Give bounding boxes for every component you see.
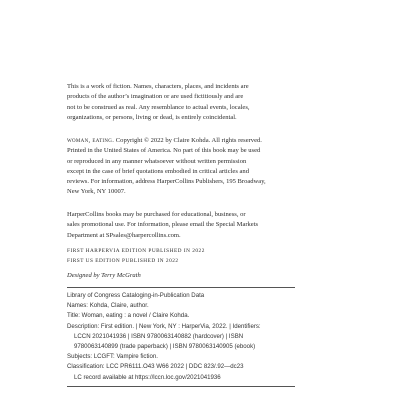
edition-info: [67, 246, 357, 266]
designer-credit: Designed by Terry McGrath: [67, 272, 141, 279]
cip-line: Title: Woman, eating : a novel / Claire Kohda.: [67, 312, 190, 320]
fiction-disclaimer: [67, 82, 357, 123]
special-markets-notice: [67, 210, 357, 241]
special-markets-line: HarperCollins books may be purchased for educational, business, or: [67, 211, 246, 218]
cip-line: Names: Kohda, Claire, author.: [67, 302, 149, 310]
cip-data: [67, 291, 357, 383]
special-markets-line: Department at SPsales@harpercollins.com.: [67, 231, 181, 239]
divider-top: [67, 287, 295, 288]
cip-line: Library of Congress Cataloging-in-Publication Data: [67, 292, 205, 299]
cip-line: Description: First edition. | New York, NY : HarperVia, 2022. | Identifiers:: [67, 322, 261, 330]
cip-line: 9780063140899 (trade paperback) | ISBN 9780063140905 (ebook): [74, 343, 256, 351]
special-markets-line: sales promotional use. For information, please email the Special Markets: [67, 221, 259, 229]
divider-bottom: [67, 386, 295, 387]
disclaimer-line: products of the author’s imagination or are used fictitiously and are: [67, 93, 244, 101]
book-title: woman, eating.: [67, 137, 115, 144]
copyright-notice: [67, 136, 357, 198]
cip-line: LCCN 2021041936 | ISBN 9780063140882 (hardcover) | ISBN: [74, 332, 244, 340]
disclaimer-line: not to be construed as real. Any resemblance to actual events, locales,: [67, 103, 250, 111]
disclaimer-line: This is a work of fiction. Names, characters, places, and incidents are: [67, 83, 249, 90]
copyright-line: or reproduced in any manner whatsoever without written permission: [67, 157, 247, 165]
us-edition-line: FIRST US EDITION PUBLISHED IN 2022: [67, 258, 179, 264]
disclaimer-line: organizations, or persons, living or dead, is entirely coincidental.: [67, 113, 237, 121]
copyright-line: New York, NY 10007.: [67, 188, 126, 196]
first-edition-line: FIRST HARPERVIA EDITION PUBLISHED IN 2022: [67, 248, 205, 254]
copyright-line: [67, 136, 357, 146]
cip-line: LC record available at https://lccn.loc.gov/2021041936: [74, 373, 221, 381]
copyright-line: except in the case of brief quotations embodied in critical articles and: [67, 167, 249, 175]
cip-line: Subjects: LCGFT: Vampire fiction.: [67, 353, 158, 361]
copyright-line: reviews. For information, address HarperCollins Publishers, 195 Broadway,: [67, 178, 266, 186]
copyright-line: Printed in the United States of America. No part of this book may be used: [67, 147, 261, 155]
cip-line: Classification: LCC PR6111.O43 W66 2022 | DDC 823/.92—dc23: [67, 363, 244, 371]
copyright-statement: Copyright © 2022 by Claire Kohda. All rights reserved.: [114, 137, 262, 144]
